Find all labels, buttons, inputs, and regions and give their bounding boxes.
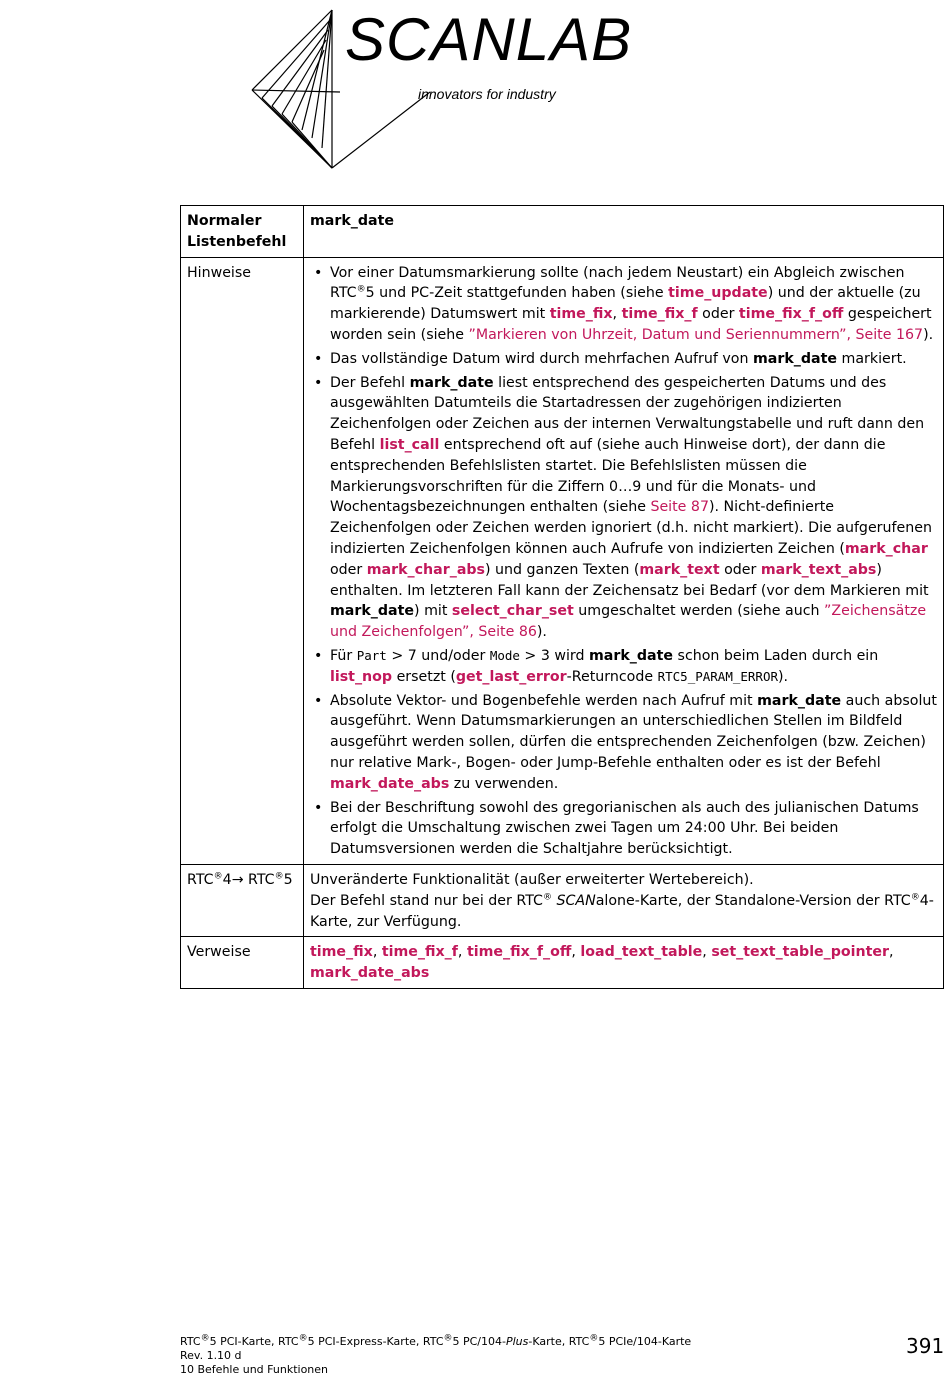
link-get-last-error[interactable]: get_last_error [455,668,567,685]
ref-link[interactable]: mark_date_abs [310,965,430,982]
note-item: • Für Part > 7 und/oder Mode > 3 wird mark_date schon beim Laden durch ein list_nop ersetzt (get_last_error-Returncode RTC5_PARAM_ERROR). [310,646,937,688]
logo-wordmark: SCANLAB [345,6,633,73]
page-number: 391 [906,1334,945,1358]
footer-line-1: RTC®5 PCI-Karte, RTC®5 PCI-Express-Karte, RTC®5 PC/104-Plus-Karte, RTC®5 PCIe/104-Karte [180,1333,692,1348]
link-page-87[interactable]: Seite 87 [650,499,709,516]
link-section-zeichensaetze[interactable]: ”Zeichensätze und Zeichenfolgen”, Seite 86 [330,603,927,641]
link-list-call[interactable]: list_call [379,436,440,453]
note-item: • Das vollständige Datum wird durch mehrfachen Aufruf von mark_date markiert. [310,349,937,370]
link-mark-text-abs[interactable]: mark_text_abs [760,561,877,578]
table-row-hinweise [181,257,944,864]
link-section-markieren[interactable]: ”Markieren von Uhrzeit, Datum und Seriennummern”, Seite 167 [468,326,924,343]
ref-link[interactable]: time_fix [310,944,373,961]
command-table [180,205,944,989]
footer-revision: Rev. 1.10 d [180,1349,242,1362]
link-mark-char[interactable]: mark_char [844,540,928,557]
hinweise-list [310,263,937,860]
scanlab-logo [250,8,710,173]
compat-line-2: Der Befehl stand nur bei der RTC® SCANalone-Karte, der Standalone-Version der RTC®4-Karte, zur Verfügung. [310,891,934,930]
compat-label: RTC®4→ RTC®5 [181,864,304,936]
link-time-update[interactable]: time_update [668,285,768,302]
header-label: Normaler Listenbefehl [187,213,287,250]
hinweise-cell [304,257,944,864]
compat-cell [304,864,944,936]
hinweise-label: Hinweise [181,257,304,864]
ref-link[interactable]: time_fix_f_off [466,944,572,961]
note-item: • Absolute Vektor- und Bogenbefehle werden nach Aufruf mit mark_date auch absolut ausgeführt. Wenn Datumsmarkierungen an unterschiedlichen Stellen im Bildfeld ausgeführt werden sollen, dürfen die entsprechenden Zeichenfolgen (bzw. Zeichen) nur relative Mark-, Bogen- oder Jump-Befehle enthalten oder es ist der Befehl mark_date_abs zu verwenden. [310,691,937,795]
table-row-header [181,206,944,258]
link-mark-char-abs[interactable]: mark_char_abs [366,561,485,578]
verweise-label: Verweise [181,937,304,989]
note-item: • Bei der Beschriftung sowohl des gregorianischen als auch des julianischen Datums erfolgt die Umschaltung zwischen zwei Tagen um 24:00 Uhr. Bei beiden Datumsversionen werden die Schaltjahre berücksichtigt. [310,798,937,860]
link-time-fix-f-off[interactable]: time_fix_f_off [738,306,844,323]
footer-chapter: 10 Befehle und Funktionen [180,1363,329,1376]
logo-tagline: innovators for industry [418,86,556,102]
command-name: mark_date [310,213,395,229]
header-command-cell [304,206,944,258]
table-row-verweise [181,937,944,989]
link-time-fix-f[interactable]: time_fix_f [621,306,698,323]
note-item: • Vor einer Datumsmarkierung sollte (nach jedem Neustart) ein Abgleich zwischen RTC®5 und PC-Zeit stattgefunden haben (siehe time_update) und der aktuelle (zu markierende) Datumswert mit time_fix, time_fix_f oder time_fix_f_off gespeichert worden sein (siehe ”Markieren von Uhrzeit, Datum und Seriennummern”, Seite 167). [310,263,937,346]
table-row-compat [181,864,944,936]
ref-link[interactable]: time_fix_f [381,944,458,961]
link-mark-text[interactable]: mark_text [639,561,720,578]
ref-link[interactable]: load_text_table [580,944,703,961]
verweise-cell: time_fix, time_fix_f, time_fix_f_off, load_text_table, set_text_table_pointer, mark_date_abs [304,937,944,989]
header-label-cell [181,206,304,258]
arrow-right-icon: → [231,871,244,888]
link-time-fix[interactable]: time_fix [549,306,613,323]
ref-link[interactable]: set_text_table_pointer [711,944,890,961]
link-list-nop[interactable]: list_nop [330,668,393,685]
compat-line-1: Unveränderte Funktionalität (außer erweiterter Wertebereich). [310,871,754,888]
link-mark-date-abs[interactable]: mark_date_abs [330,775,450,792]
link-select-char-set[interactable]: select_char_set [451,603,574,620]
page-footer [180,1335,691,1377]
note-item: • Der Befehl mark_date liest entsprechend des gespeicherten Datums und des ausgewählten Datumteils die Startadressen der zugehörigen indizierten Zeichenfolgen oder Zeichen aus der internen Verwaltungstabelle und ruft dann den Befehl list_call entsprechend oft auf (siehe auch Hinweise dort), der dann die entsprechenden Befehlslisten startet. Die Befehlslisten müssen die Markierungsvorschriften für die Ziffern 0…9 und für die Monats- und Wochentagsbezeichnungen enthalten (siehe Seite 87). Nicht-definierte Zeichenfolgen oder Zeichen werden ignoriert (d.h. nicht markiert). Die aufgerufenen indizierten Zeichenfolgen können auch Aufrufe von indizierten Zeichen (mark_char oder mark_char_abs) und ganzen Texten (mark_text oder mark_text_abs) enthalten. Im letzteren Fall kann der Zeichensatz bei Bedarf (vor dem Markieren mit mark_date) mit select_char_set umgeschaltet werden (siehe auch ”Zeichensätze und Zeichenfolgen”, Seite 86). [310,373,937,643]
